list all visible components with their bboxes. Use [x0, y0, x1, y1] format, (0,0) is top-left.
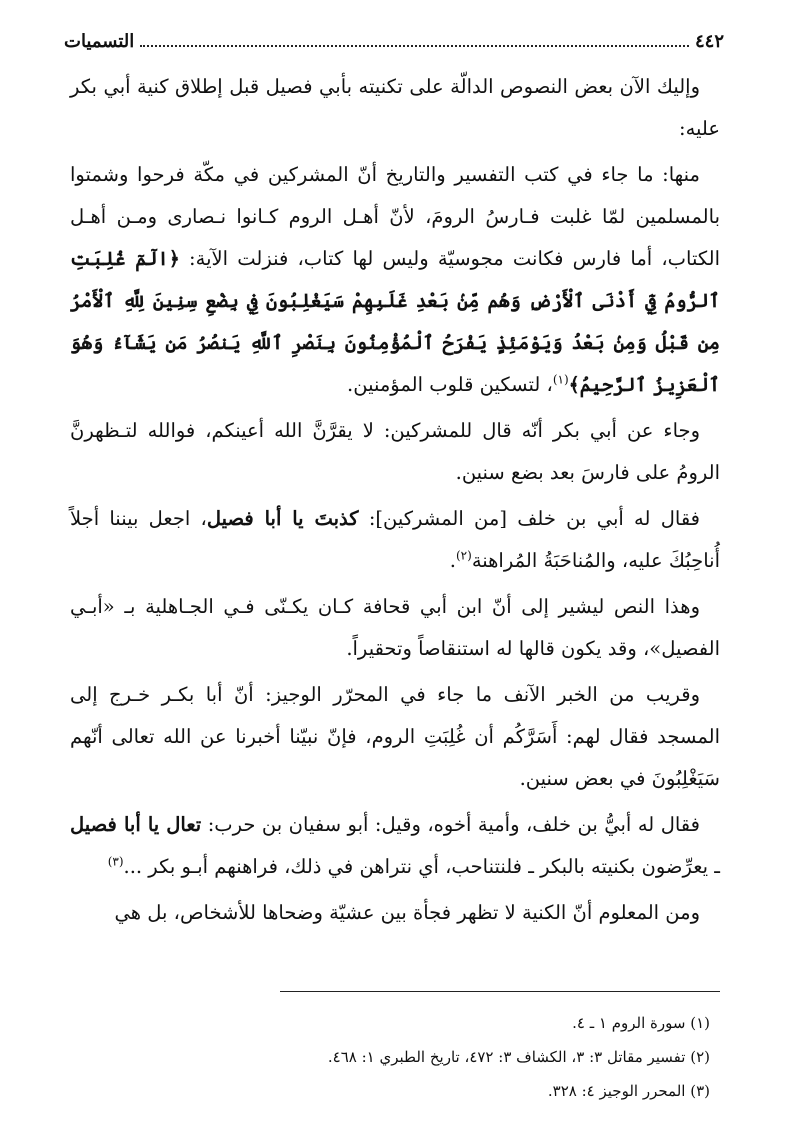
page-number: ٤٤٢ [694, 30, 724, 52]
wager-rest: ـ يعرِّضون بكنيته بالبكر ـ فلنتناحب، أي نتراهن في ذلك، فراهنهم أبـو بكر ... [123, 855, 720, 878]
ubayy-reply-intro: فقال له أبي بن خلف [من المشركين]: [368, 507, 701, 530]
bold-quote-taal: تعال يا أبا فصيل [70, 813, 202, 836]
quran-verse: ﴿الٓمٓ غُلِبَتِ ٱلرُّومُ فِيٓ أَدْنَى ٱلْأَرْضِ وَهُم مِّنۢ بَعْدِ غَلَبِهِمْ سَيَغْلِبُونَ فِي بِضْعِ سِنِينَ لِلَّهِ ٱلْأَمْرُ مِن قَبْلُ وَمِنۢ بَعْدُ وَيَوْمَئِذٍ يَفْرَحُ ٱلْمُؤْمِنُونَ بِنَصْرِ ٱللَّهِ يَنصُرُ مَن يَشَآءُ وَهُوَ ٱلْعَزِيزُ ٱلرَّحِيمُ﴾ [70, 248, 720, 396]
paragraph-ubayy-reply [70, 498, 720, 582]
footnote-ref-2: (٢) [455, 548, 472, 563]
running-title: التسميات [64, 30, 135, 52]
quran-context-tail: ، لتسكين قلوب المؤمنين. [347, 373, 553, 396]
paragraph-wager [70, 804, 720, 888]
footnote-ref-3: (٣) [107, 854, 124, 869]
bold-quote-abu-fasil: كذبتَ يا أبا فصيل [206, 507, 359, 530]
paragraph-conclusion: ومن المعلوم أنّ الكنية لا تظهر فجأة بين عشيّة وضحاها للأشخاص، بل هي [114, 901, 700, 924]
paragraph-intro: وإليك الآن بعض النصوص الدالّة على تكنيته بأبي فصيل قبل إطلاق كنية أبي بكر عليه: [70, 75, 720, 140]
header-dotted-leader [140, 35, 689, 47]
wager-intro: فقال له أبيُّ بن خلف، وأمية أخوه، وقيل: أبو سفيان بن حرب: [207, 813, 700, 836]
footnotes [70, 1006, 710, 1108]
page-header [64, 26, 724, 56]
footnote-separator [280, 991, 720, 992]
footnote-1: (١) سورة الروم ١ ـ ٤. [572, 1014, 710, 1032]
footnote-ref-1: (١) [552, 372, 569, 387]
paragraph-abu-bakr-oath: وجاء عن أبي بكر أنّه قال للمشركين: لا يقرَّنَّ الله أعينكم، فوالله لتـظهرنَّ الرومُ على فارسَ بعد بضع سنين. [70, 419, 720, 484]
paragraph-quran-context [70, 154, 720, 406]
footnote-3: (٣) المحرر الوجيز ٤: ٣٢٨. [547, 1082, 710, 1100]
quran-context-text: منها: ما جاء في كتب التفسير والتاريخ أنّ المشركين في مكّة فرحوا وشمتوا بالمسلمين لمّا غلبت فـارسُ الرومَ، لأنّ أهـل الروم كـانوا نـصارى ومـن أهـل الكتاب، أما فارس فكانت مجوسيّة وليس لها كتاب، فنزلت الآية: [70, 163, 720, 270]
paragraph-kunya-note: وهذا النص ليشير إلى أنّ ابن أبي قحافة كـان يكـنّى فـي الجـاهلية بـ «أبـي الفصيل»، وقد يكون قالها له استنقاصاً وتحقيراً. [70, 595, 720, 660]
main-text [70, 66, 720, 938]
footnote-2: (٢) تفسير مقاتل ٣: ٣، الكشاف ٣: ٤٧٢، تاريخ الطبري ١: ٤٦٨. [327, 1048, 710, 1066]
paragraph-muharrar-wajiz: وقريب من الخبر الآنف ما جاء في المحرّر الوجيز: أنّ أبا بكـر خـرج إلى المسجد فقال لهم: أَسَرَّكُم أن غُلِبَتِ الروم، فإنّ نبيّنا أخبرنا عن الله تعالى أنّهم سَيَغْلِبُونَ في بعض سنين. [70, 683, 720, 790]
ubayy-reply-rest: ، اجعل بيننا أجلاً أُناحِبُكَ عليه، والمُناحَبَةُ المُراهنة [70, 507, 720, 572]
ubayy-reply-end: . [449, 549, 456, 572]
